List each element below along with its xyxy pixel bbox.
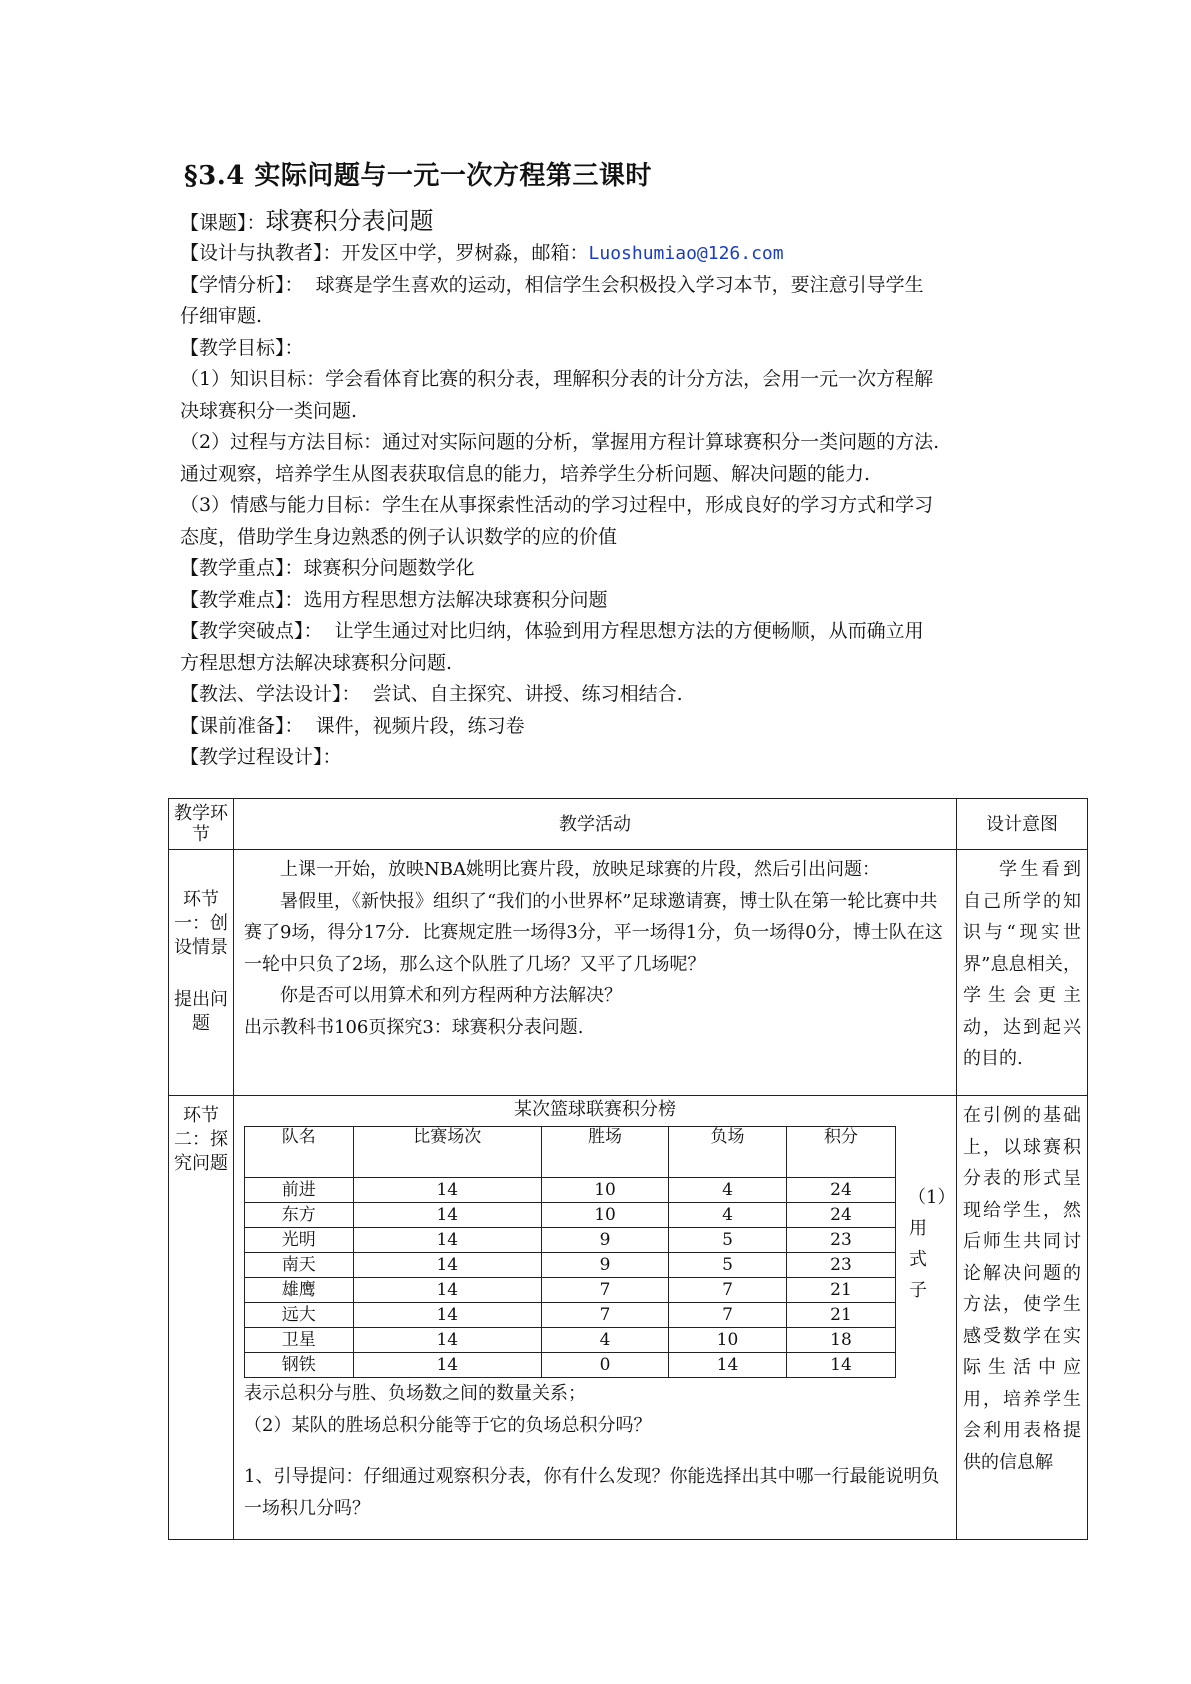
score-header-points: 积分 (786, 1127, 895, 1178)
score-cell-wins: 4 (542, 1328, 669, 1353)
score-cell-losses: 5 (669, 1253, 787, 1278)
score-cell-losses: 4 (669, 1178, 787, 1203)
score-cell-games: 14 (353, 1353, 542, 1378)
score-cell-team: 前进 (245, 1178, 354, 1203)
activity-2-cell (234, 1096, 957, 1540)
header-activity: 教学活动 (234, 799, 957, 850)
score-header-team: 队名 (245, 1127, 354, 1178)
goal-3-cont: 态度，借助学生身边熟悉的例子认识数学的应的价值 (180, 525, 618, 548)
goal-1: （1）知识目标：学会看体育比赛的积分表，理解积分表的计分方法，会用一元一次方程解 (180, 368, 934, 390)
intent-1-cell: 学生看到自己所学的知识与“现实世界”息息相关，学生会更主动，达到起兴的目的. (957, 850, 1088, 1096)
stage-1-sub-label: 提出问题 (174, 989, 228, 1034)
score-area (244, 1124, 956, 1378)
goal-3: （3）情感与能力目标：学生在从事探索性活动的学习过程中，形成良好的学习方式和学习 (180, 494, 934, 516)
score-row (245, 1203, 896, 1228)
score-cell-wins: 7 (542, 1278, 669, 1303)
score-header-losses: 负场 (669, 1127, 787, 1178)
method-line (180, 679, 1020, 711)
score-header-row (245, 1127, 896, 1178)
header-intent: 设计意图 (957, 799, 1088, 850)
activity-1-intro: 上课一开始，放映NBA姚明比赛片段，放映足球赛的片段，然后引出问题： (280, 859, 880, 880)
score-cell-team: 钢铁 (245, 1353, 354, 1378)
stage-1-label: 环节一：创设情景 (174, 889, 228, 958)
difficulty-value: 选用方程思想方法解决球赛积分问题 (303, 588, 608, 611)
score-cell-wins: 10 (542, 1203, 669, 1228)
score-cell-points: 21 (786, 1278, 895, 1303)
analysis-line-2: 仔细审题. (180, 305, 263, 327)
score-row (245, 1253, 896, 1278)
stage-2-cell (169, 1096, 234, 1540)
designer-label: 【设计与执教者】： (180, 242, 342, 264)
prep-label: 【课前准备】： (180, 714, 304, 737)
score-cell-losses: 7 (669, 1278, 787, 1303)
analysis-text: 球赛是学生喜欢的运动，相信学生会积极投入学习本节，要注意引导学生 (303, 273, 924, 296)
score-cell-team: 卫星 (245, 1328, 354, 1353)
score-cell-points: 24 (786, 1203, 895, 1228)
score-cell-team: 南天 (245, 1253, 354, 1278)
breakthrough-text: 让学生通过对比归纳，体验到用方程思想方法的方便畅顺，从而确立用 (322, 620, 924, 642)
prep-value: 课件，视频片段，练习卷 (303, 714, 525, 737)
goal-1-cont: 决球赛积分一类问题. (180, 399, 358, 422)
key-value: 球赛积分问题数学化 (303, 557, 475, 579)
score-cell-games: 14 (353, 1253, 542, 1278)
breakthrough-line-2: 方程思想方法解决球赛积分问题. (180, 651, 453, 674)
score-row (245, 1278, 896, 1303)
email-link[interactable]: Luoshumiao@126.com (588, 243, 784, 264)
score-header-wins: 胜场 (542, 1127, 669, 1178)
score-row (245, 1303, 896, 1328)
score-table-title: 某次篮球联赛积分榜 (514, 1099, 676, 1120)
question-1-rest: 表示总积分与胜、负场数之间的数量关系； (244, 1383, 586, 1404)
score-cell-team: 远大 (245, 1303, 354, 1328)
score-cell-losses: 5 (669, 1228, 787, 1253)
guide-question: 1、引导提问：仔细通过观察积分表，你有什么发现？你能选择出其中哪一行最能说明负一场积几分吗？ (244, 1466, 940, 1519)
score-cell-wins: 7 (542, 1303, 669, 1328)
score-cell-games: 14 (353, 1303, 542, 1328)
score-cell-games: 14 (353, 1278, 542, 1303)
process-header-row (169, 799, 1088, 850)
activity-1-problem: 暑假里，《新快报》组织了“我们的小世界杯”足球邀请赛，博士队在第一轮比赛中共赛了9场，得分17分．比赛规定胜一场得3分，平一场得1分，负一场得0分，博士队在这一轮中只负了2场，那么这个队胜了几场？又平了几场呢？ (244, 890, 943, 975)
score-cell-games: 14 (353, 1228, 542, 1253)
score-cell-losses: 4 (669, 1203, 787, 1228)
analysis-line (180, 270, 1020, 302)
score-row (245, 1178, 896, 1203)
score-row (245, 1353, 896, 1378)
score-cell-points: 23 (786, 1228, 895, 1253)
goal-2-cont: 通过观察，培养学生从图表获取信息的能力，培养学生分析问题、解决问题的能力. (180, 462, 871, 485)
key-label: 【教学重点】： (180, 557, 304, 579)
topic-value: 球赛积分表问题 (265, 207, 434, 235)
process-row-2 (169, 1096, 1088, 1540)
method-label: 【教法、学法设计】： (180, 683, 361, 705)
side-note-text: （1）用式子 (908, 1187, 956, 1301)
score-cell-losses: 10 (669, 1328, 787, 1353)
score-cell-games: 14 (353, 1328, 542, 1353)
score-cell-games: 14 (353, 1178, 542, 1203)
breakthrough-label: 【教学突破点】： (180, 620, 323, 642)
prep-line (180, 711, 1020, 743)
topic-line (180, 204, 1020, 238)
intent-2-cell: 在引例的基础上，以球赛积分表的形式呈现给学生，然后师生共同讨论解决问题的方法，使学生感受数学在实际生活中应用，培养学生会利用表格提供的信息解 (957, 1096, 1088, 1540)
score-cell-games: 14 (353, 1203, 542, 1228)
activity-1-cell (234, 850, 957, 1096)
process-row-1 (169, 850, 1088, 1096)
score-cell-team: 光明 (245, 1228, 354, 1253)
question-2: （2）某队的胜场总积分能等于它的负场总积分吗？ (244, 1414, 652, 1436)
stage-2-label: 环节二：探究问题 (174, 1105, 228, 1174)
process-table (168, 798, 1088, 1540)
score-cell-wins: 0 (542, 1353, 669, 1378)
side-note-vertical (896, 1124, 956, 1306)
score-cell-team: 雄鹰 (245, 1278, 354, 1303)
breakthrough-line (180, 616, 1020, 648)
method-value: 尝试、自主探究、讲授、练习相结合. (360, 683, 683, 705)
score-cell-losses: 14 (669, 1353, 787, 1378)
stage-1-cell (169, 850, 234, 1096)
score-cell-points: 14 (786, 1353, 895, 1378)
score-cell-points: 21 (786, 1303, 895, 1328)
difficulty-label: 【教学难点】： (180, 588, 304, 611)
activity-1-textbook: 出示教科书106页探究3：球赛积分表问题. (244, 1016, 584, 1038)
header-stage: 教学环节 (169, 799, 234, 850)
score-table (244, 1126, 896, 1378)
score-cell-points: 18 (786, 1328, 895, 1353)
score-cell-points: 24 (786, 1178, 895, 1203)
score-row (245, 1328, 896, 1353)
score-cell-team: 东方 (245, 1203, 354, 1228)
score-header-games: 比赛场次 (353, 1127, 542, 1178)
process-label: 【教学过程设计】： (180, 746, 342, 768)
difficulty-line (180, 585, 1020, 617)
goal-2: （2）过程与方法目标：通过对实际问题的分析，掌握用方程计算球赛积分一类问题的方法. (180, 431, 940, 453)
score-cell-losses: 7 (669, 1303, 787, 1328)
score-cell-points: 23 (786, 1253, 895, 1278)
analysis-label: 【学情分析】： (180, 273, 304, 296)
topic-label: 【课题】： (180, 212, 266, 234)
score-cell-wins: 9 (542, 1253, 669, 1278)
designer-value: 开发区中学，罗树淼，邮箱： (341, 242, 589, 264)
activity-1-question: 你是否可以用算术和列方程两种方法解决？ (280, 985, 622, 1006)
score-cell-wins: 10 (542, 1178, 669, 1203)
designer-line (180, 238, 1020, 270)
page-title: §3.4 实际问题与一元一次方程第三课时 (184, 161, 652, 191)
score-cell-wins: 9 (542, 1228, 669, 1253)
goals-label: 【教学目标】： (180, 336, 304, 359)
key-line (180, 553, 1020, 585)
score-row (245, 1228, 896, 1253)
lesson-info (180, 204, 1020, 774)
